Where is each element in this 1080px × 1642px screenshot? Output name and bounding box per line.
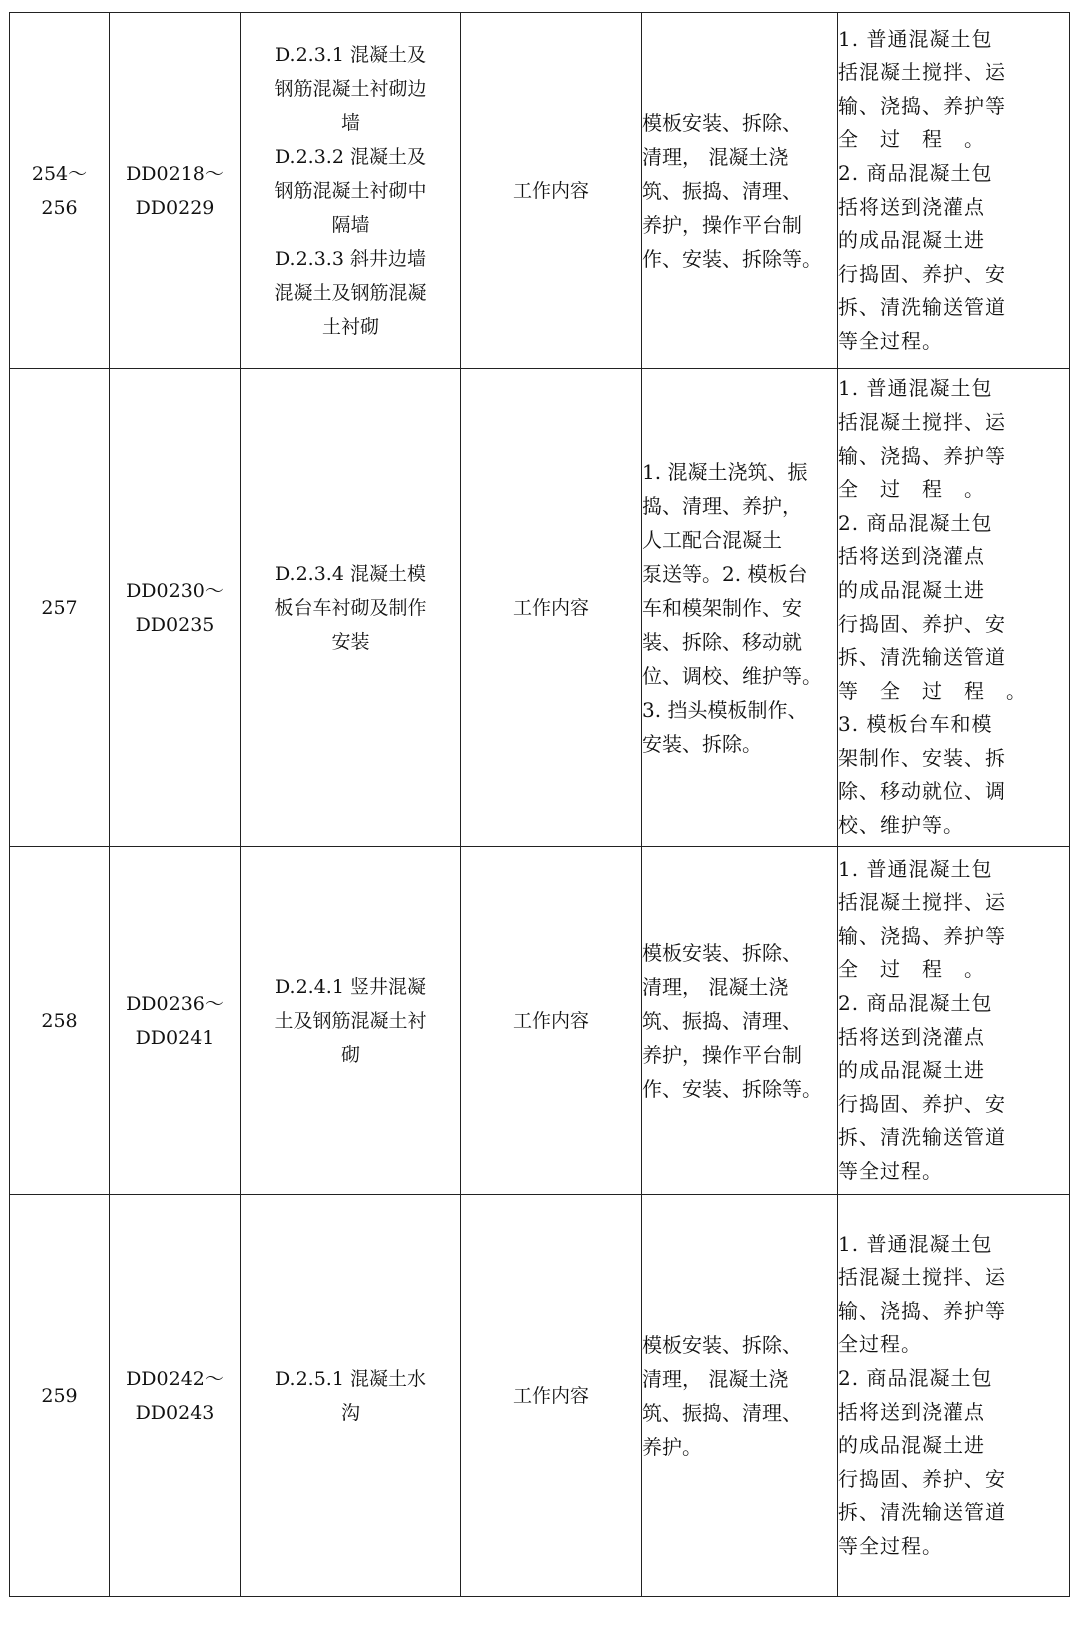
item-number-cell: 259 (10, 1195, 110, 1597)
category-cell: 工作内容 (461, 847, 642, 1195)
item-number-cell: 254～ 256 (10, 13, 110, 369)
table-row (10, 847, 1070, 1195)
quota-code-cell: DD0236～ DD0241 (110, 847, 241, 1195)
quota-code-cell: DD0242～ DD0243 (110, 1195, 241, 1597)
note-cell: 1. 普通混凝土包 括混凝土搅拌、运 输、浇捣、养护等 全 过 程 。 2. 商品混凝土包 括将送到浇灌点 的成品混凝土进 行捣固、养护、安 拆、清洗输送管道 等全过程。 (838, 847, 1070, 1195)
note-cell: 1. 普通混凝土包 括混凝土搅拌、运 输、浇捣、养护等 全 过 程 。 2. 商品混凝土包 括将送到浇灌点 的成品混凝土进 行捣固、养护、安 拆、清洗输送管道 等 全 过 程 。 3. 模板台车和模 架制作、安装、拆 除、移动就位、调 校、维护等。 (838, 369, 1070, 847)
item-number-cell: 258 (10, 847, 110, 1195)
note-cell: 1. 普通混凝土包 括混凝土搅拌、运 输、浇捣、养护等 全过程。 2. 商品混凝土包 括将送到浇灌点 的成品混凝土进 行捣固、养护、安 拆、清洗输送管道 等全过程。 (838, 1195, 1070, 1597)
quota-code-cell: DD0230～ DD0235 (110, 369, 241, 847)
table-row (10, 13, 1070, 369)
item-name-cell: D.2.4.1 竖井混凝 土及钢筋混凝土衬 砌 (241, 847, 461, 1195)
category-cell: 工作内容 (461, 13, 642, 369)
table-row (10, 1195, 1070, 1597)
category-cell: 工作内容 (461, 1195, 642, 1597)
quota-code-cell: DD0218～ DD0229 (110, 13, 241, 369)
item-name-cell: D.2.5.1 混凝土水 沟 (241, 1195, 461, 1597)
work-content-cell: 模板安装、拆除、 清理， 混凝土浇 筑、振捣、清理、 养护。 (642, 1195, 838, 1597)
quota-table (9, 12, 1070, 1597)
work-content-cell: 模板安装、拆除、 清理， 混凝土浇 筑、振捣、清理、 养护，操作平台制 作、安装、拆除等。 (642, 13, 838, 369)
item-number-cell: 257 (10, 369, 110, 847)
work-content-cell: 模板安装、拆除、 清理， 混凝土浇 筑、振捣、清理、 养护，操作平台制 作、安装、拆除等。 (642, 847, 838, 1195)
item-name-cell: D.2.3.1 混凝土及 钢筋混凝土衬砌边 墙 D.2.3.2 混凝土及 钢筋混凝土衬砌中 隔墙 D.2.3.3 斜井边墙 混凝土及钢筋混凝 土衬砌 (241, 13, 461, 369)
note-cell: 1. 普通混凝土包 括混凝土搅拌、运 输、浇捣、养护等 全 过 程 。 2. 商品混凝土包 括将送到浇灌点 的成品混凝土进 行捣固、养护、安 拆、清洗输送管道 等全过程。 (838, 13, 1070, 369)
category-cell: 工作内容 (461, 369, 642, 847)
work-content-cell: 1. 混凝土浇筑、振 捣、清理、养护， 人工配合混凝土 泵送等。2. 模板台 车和模架制作、安 装、拆除、移动就 位、调校、维护等。 3. 挡头模板制作、 安装、拆除。 (642, 369, 838, 847)
table-row (10, 369, 1070, 847)
item-name-cell: D.2.3.4 混凝土模 板台车衬砌及制作 安装 (241, 369, 461, 847)
